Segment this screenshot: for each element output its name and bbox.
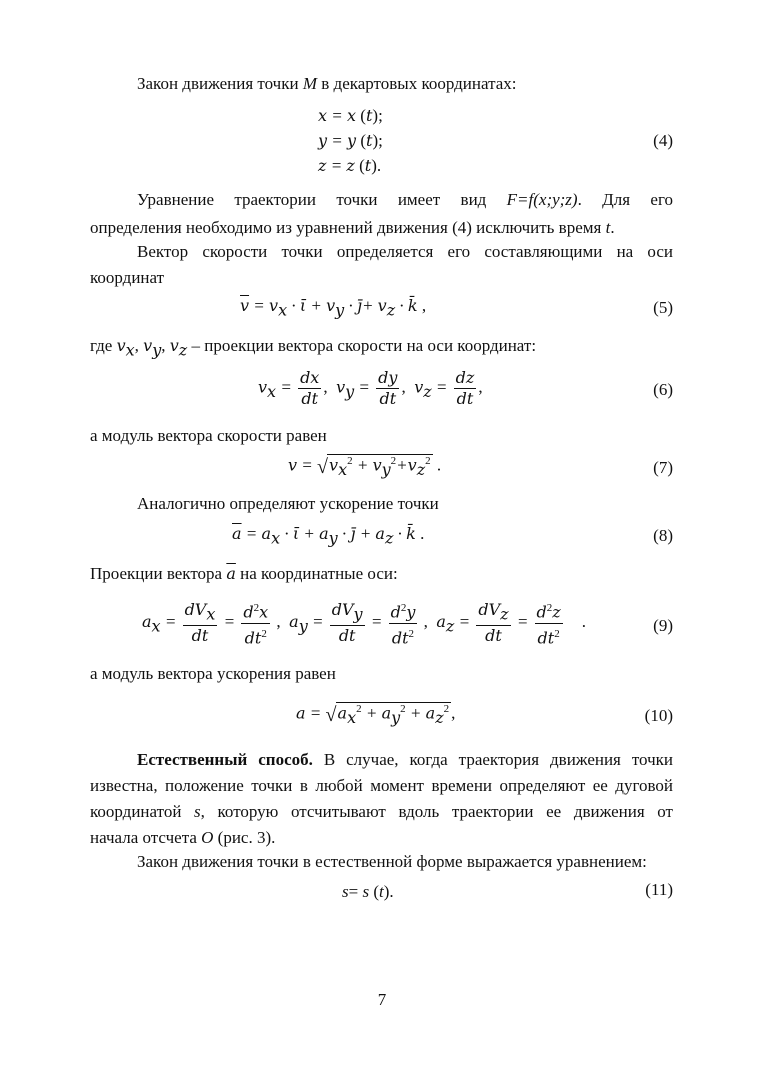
- eq8-formula: $\overline{a} = a_x$ · ῑ + $a_y$ · j̄ + $a_z$ · k̄ .: [232, 524, 425, 548]
- eq11-number: (11): [645, 880, 673, 899]
- natural-para-line2: известна, положение точки в любой момент времени определяют ее дуговой: [90, 776, 673, 795]
- eq7-formula: $v = √v_x^2 + v_y^2+v_z^2$ .: [288, 455, 442, 480]
- eq10-formula: $a = √a_x^2 + a_y^2 + a_z^2$ ,: [296, 703, 456, 728]
- eq9-number: (9): [653, 616, 673, 635]
- eq11-formula: s= s (t).: [342, 882, 394, 901]
- natural-line1-rest: В случае, когда траектория движения точки: [312, 750, 674, 769]
- eq4-line1: x = x (t);: [318, 106, 383, 125]
- velocity-para-line1: Вектор скорости точки определяется его составляющими на оси: [137, 242, 673, 261]
- eq7-number: (7): [653, 458, 673, 477]
- natural-para-line4: начала отсчета O (рис. 3).: [90, 828, 276, 847]
- eq10-number: (10): [644, 706, 673, 725]
- natural-law-text: Закон движения точки в естественной форме выражается уравнением:: [137, 852, 647, 871]
- eq4-line2: y = y (t);: [318, 131, 383, 150]
- accel-intro-text: Аналогично определяют ускорение точки: [137, 494, 439, 513]
- eq5-formula: $\overline{v} = v_x$ · ῑ + $v_y$ · j̄+ $v_z$ · k̄ ,: [240, 296, 427, 320]
- velocity-para-line2: координат: [90, 268, 165, 287]
- trajectory-para-line2: определения необходимо из уравнений движения (4) исключить время t.: [90, 218, 615, 237]
- page-number: 7: [377, 990, 387, 1009]
- eq8-number: (8): [653, 526, 673, 545]
- velocity-modulus-text: а модуль вектора скорости равен: [90, 426, 327, 445]
- natural-bold-lead: Естественный способ.: [137, 750, 313, 769]
- eq5-number: (5): [653, 298, 673, 317]
- intro-text: Закон движения точки M в декартовых координатах:: [137, 74, 517, 93]
- eq9-formula: $a_x$ = $\frac{dV_x}{dt}$ = $\frac{d^2x}{dt^2}$ , $a_y$ = $\frac{dV_y}{dt}$ = $\frac{d^2y}{dt^2}$ , $a_z$ = $\frac{dV_z}{dt}$ = $\frac{d^2z}{dt^2}$ .: [142, 598, 586, 648]
- eq4-line3: z = z (t).: [318, 156, 382, 175]
- eq6-formula: $v_x$ = $\frac{dx}{dt}$ , $v_y$ = $\frac{dy}{dt}$ , $v_z$ = $\frac{dz}{dt}$ ,: [258, 368, 483, 408]
- natural-para-line1: [90, 746, 673, 774]
- projections-text: Проекции вектора $\overline{a}$ на координатные оси:: [90, 564, 398, 583]
- natural-para-line3: координатой s, которую отсчитывают вдоль траектории ее движения от: [90, 802, 673, 821]
- eq4-number: (4): [653, 131, 673, 150]
- trajectory-para-line1: Уравнение траектории точки имеет вид F=f(x;y;z). Для его: [137, 190, 674, 209]
- accel-modulus-text: а модуль вектора ускорения равен: [90, 664, 336, 683]
- where-line: где $v_x$, $v_y$, $v_z$ – проекции вектора скорости на оси координат:: [90, 336, 537, 360]
- eq6-number: (6): [653, 380, 673, 399]
